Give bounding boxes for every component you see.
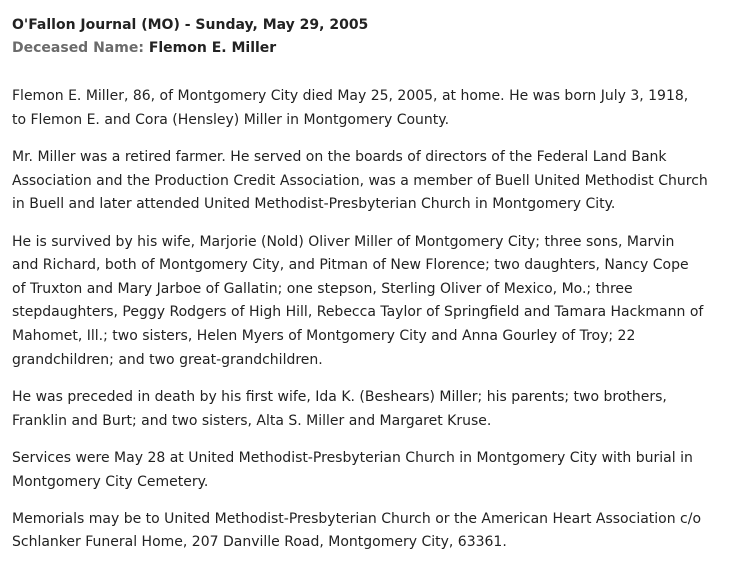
paragraph-line: Mr. Miller was a retired farmer. He served on the boards of directors of the Federal Land Bank (12, 148, 667, 165)
publication-title-line (12, 15, 732, 36)
paragraph-line: He is survived by his wife, Marjorie (Nold) Oliver Miller of Montgomery City; three sons, Marvin (12, 233, 675, 250)
paragraph-line: to Flemon E. and Cora (Hensley) Miller in Montgomery County. (12, 111, 450, 128)
publication-name: O'Fallon Journal (MO) (12, 17, 180, 33)
paragraph-line: Schlanker Funeral Home, 207 Danville Road, Montgomery City, 63361. (12, 534, 507, 551)
paragraph-line: Mahomet, Ill.; two sisters, Helen Myers of Montgomery City and Anna Gourley of Troy; 22 (12, 327, 636, 344)
publication-date: Sunday, May 29, 2005 (195, 17, 369, 33)
paragraph-career (12, 146, 732, 217)
paragraph-line: Montgomery City Cemetery. (12, 473, 209, 490)
paragraph-biography (12, 85, 732, 132)
paragraph-preceded-in-death (12, 386, 732, 433)
deceased-name-value: Flemon E. Miller (148, 40, 277, 56)
deceased-name-label: Deceased Name: (12, 40, 144, 56)
paragraph-line: and Richard, both of Montgomery City, and Pitman of New Florence; two daughters, Nancy Cope (12, 257, 689, 274)
paragraph-line: Flemon E. Miller, 86, of Montgomery City died May 25, 2005, at home. He was born July 3, 1918, (12, 88, 689, 104)
paragraph-line: Franklin and Burt; and two sisters, Alta S. Miller and Margaret Kruse. (12, 412, 492, 429)
paragraph-line: in Buell and later attended United Methodist-Presbyterian Church in Montgomery City. (12, 196, 616, 213)
paragraph-services (12, 447, 732, 494)
deceased-name-line (12, 38, 732, 59)
obituary-body (12, 85, 732, 569)
paragraph-memorials (12, 508, 732, 555)
paragraph-line: Memorials may be to United Methodist-Presbyterian Church or the American Heart Association c/o (12, 510, 702, 527)
paragraph-line: grandchildren; and two great-grandchildren. (12, 351, 323, 368)
obituary-header (12, 15, 732, 59)
paragraph-line: stepdaughters, Peggy Rodgers of High Hill, Rebecca Taylor of Springfield and Tamara Hackmann of (12, 304, 704, 321)
paragraph-line: Association and the Production Credit Association, was a member of Buell United Methodist Church (12, 172, 708, 189)
paragraph-survivors (12, 231, 732, 373)
title-separator: - (179, 17, 196, 33)
paragraph-line: Services were May 28 at United Methodist-Presbyterian Church in Montgomery City with burial in (12, 449, 693, 466)
paragraph-line: of Truxton and Mary Jarboe of Gallatin; one stepson, Sterling Oliver of Mexico, Mo.; three (12, 280, 633, 297)
paragraph-line: He was preceded in death by his first wife, Ida K. (Beshears) Miller; his parents; two brothers, (12, 388, 667, 405)
